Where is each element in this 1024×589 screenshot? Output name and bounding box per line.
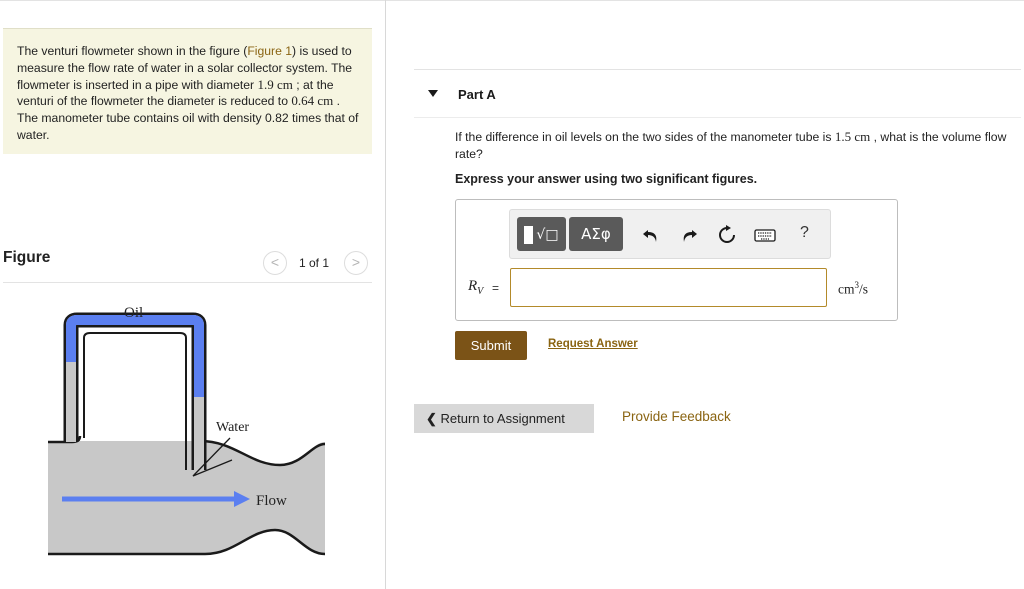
problem-text: . The manometer tube contains oil with density 0.82 times that of water. [17,94,359,142]
flow-label: Flow [256,493,287,509]
collapse-caret-icon[interactable] [428,90,438,97]
problem-statement [3,28,372,154]
next-figure-button[interactable]: > [344,251,368,275]
venturi-diameter: 0.64 cm [291,93,334,109]
problem-text: The venturi flowmeter shown in the figure ( [17,44,248,58]
oil-label: Oil [124,305,144,321]
prev-figure-button[interactable]: < [263,251,287,275]
reset-icon[interactable] [716,224,738,246]
problem-text: ) is used to measure the flow rate of water in a solar collector system. The flowmeter is inserted in a pipe with diameter [17,44,353,92]
templates-button[interactable] [517,217,566,251]
answer-unit [838,280,868,298]
undo-icon[interactable] [640,224,662,246]
submit-button[interactable]: Submit [455,331,527,360]
level-difference: 1.5 cm [834,129,871,144]
keyboard-icon[interactable] [754,224,776,246]
unit-tail: /s [859,281,869,297]
redo-icon[interactable] [678,224,700,246]
question-part: , what is the volume flow rate? [455,130,1007,161]
answer-label-main: R [468,278,478,294]
part-header[interactable] [414,69,1021,118]
answer-box [455,199,898,321]
greek-symbols-button[interactable]: ΑΣφ [569,217,623,251]
venturi-figure [40,298,340,578]
unit-base: cm [838,281,855,297]
request-answer-link[interactable]: Request Answer [548,338,638,350]
answer-label [468,278,483,297]
oil-column [71,320,199,397]
provide-feedback-link[interactable]: Provide Feedback [622,409,731,424]
return-label: Return to Assignment [440,411,565,426]
part-title: Part A [458,87,496,102]
math-toolbar [509,209,831,259]
figure-page-count: 1 of 1 [299,256,330,270]
templates-label: √□ [536,227,559,243]
help-button[interactable]: ? [800,224,809,241]
question-part: If the difference in oil levels on the two sides of the manometer tube is [455,130,835,144]
answer-input[interactable] [510,268,827,307]
question-text [455,128,1015,163]
instruction-text: Express your answer using two significant figures. [455,172,758,186]
pipe-diameter: 1.9 cm [257,76,293,92]
water-label: Water [216,420,250,435]
equals-sign: = [492,281,500,295]
figure-link[interactable]: Figure 1 [247,44,293,58]
figure-header [3,249,372,283]
chevron-left-icon: ❮ [426,411,437,426]
problem-text: ; at the venturi of the flowmeter the diameter is reduced to [17,77,334,109]
figure-title: Figure [3,249,51,266]
return-to-assignment-button[interactable] [414,404,594,433]
unit-exponent: 3 [854,280,859,290]
answer-label-subscript: V [477,286,484,297]
